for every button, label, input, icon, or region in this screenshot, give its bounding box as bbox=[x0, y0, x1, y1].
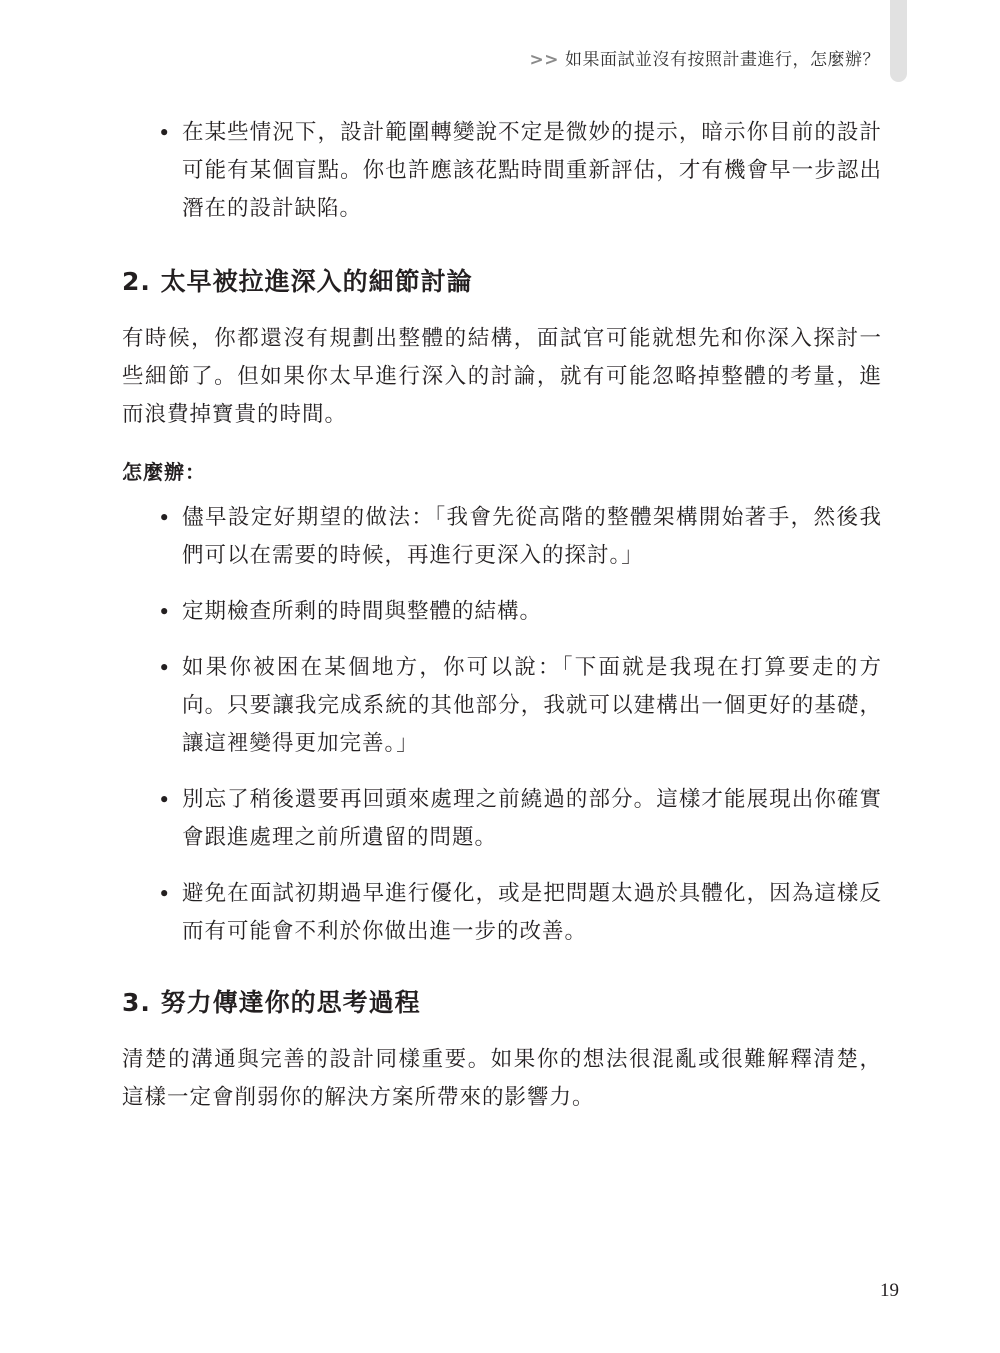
page-content bbox=[122, 110, 882, 1117]
list-item bbox=[122, 781, 882, 857]
section-heading-2: 2. 太早被拉進深入的細節討論 bbox=[122, 267, 473, 296]
bullet-icon: • bbox=[158, 882, 172, 906]
bullet-icon: • bbox=[158, 600, 172, 624]
list-item-text: 在某些情況下，設計範圍轉變說不定是微妙的提示，暗示你目前的設計可能有某個盲點。你也許應該花點時間重新評估，才有機會早一步認出潛在的設計缺陷。 bbox=[182, 120, 882, 221]
list-item bbox=[122, 114, 882, 228]
bullet-icon: • bbox=[158, 788, 172, 812]
list-item-text: 儘早設定好期望的做法：「我會先從高階的整體架構開始著手，然後我們可以在需要的時候，再進行更深入的探討。」 bbox=[182, 505, 882, 568]
running-header-title: 如果面試並沒有按照計畫進行，怎麼辦？ bbox=[565, 50, 880, 70]
chapter-tab-marker bbox=[890, 0, 907, 82]
list-item-text: 如果你被困在某個地方，你可以說：「下面就是我現在打算要走的方向。只要讓我完成系統的其他部分，我就可以建構出一個更好的基礎，讓這裡變得更加完善。」 bbox=[182, 655, 882, 756]
running-header bbox=[530, 45, 881, 70]
section-3-paragraph: 清楚的溝通與完善的設計同樣重要。如果你的想法很混亂或很難解釋清楚，這樣一定會削弱你的解決方案所帶來的影響力。 bbox=[122, 1047, 882, 1110]
section-2-bullet-list bbox=[122, 499, 882, 951]
list-item bbox=[122, 875, 882, 951]
bullet-icon: • bbox=[158, 121, 172, 145]
intro-bullet-list bbox=[122, 114, 882, 228]
chevron-right-icon: >> bbox=[529, 50, 559, 70]
list-item-text: 避免在面試初期過早進行優化，或是把問題太過於具體化，因為這樣反而有可能會不利於你做出進一步的改善。 bbox=[182, 881, 882, 944]
list-item-text: 定期檢查所剩的時間與整體的結構。 bbox=[182, 599, 543, 624]
list-item bbox=[122, 649, 882, 763]
list-item bbox=[122, 593, 882, 631]
section-heading-3: 3. 努力傳達你的思考過程 bbox=[122, 988, 421, 1017]
bullet-icon: • bbox=[158, 506, 172, 530]
bullet-icon: • bbox=[158, 656, 172, 680]
section-2-paragraph: 有時候，你都還沒有規劃出整體的結構，面試官可能就想先和你深入探討一些細節了。但如果你太早進行深入的討論，就有可能忽略掉整體的考量，進而浪費掉寶貴的時間。 bbox=[122, 326, 882, 427]
section-2-subhead: 怎麼辦： bbox=[122, 460, 206, 484]
list-item bbox=[122, 499, 882, 575]
page-number: 19 bbox=[880, 1280, 899, 1301]
list-item-text: 別忘了稍後還要再回頭來處理之前繞過的部分。這樣才能展現出你確實會跟進處理之前所遺留的問題。 bbox=[182, 787, 882, 850]
